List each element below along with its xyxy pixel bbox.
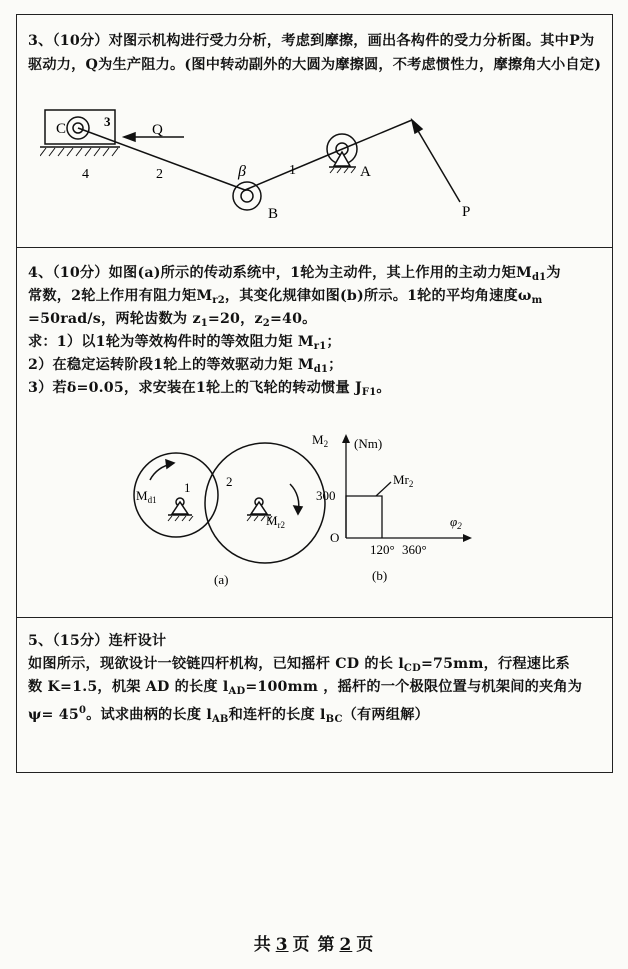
footer-total-pages: 3 xyxy=(275,935,289,955)
q5-line3-d: （有两组解） xyxy=(342,707,429,723)
label-b: B xyxy=(268,206,279,222)
q4-line1-text: 如图(a)所示的传动系统中，1轮为主动件，其上作用的主动力矩 xyxy=(108,265,517,281)
q4-md1-sub: d1 xyxy=(531,272,547,283)
section-divider-2 xyxy=(16,617,613,618)
section-divider-1 xyxy=(16,247,613,248)
y-axis-label: $M_2$ xyxy=(312,432,329,449)
q4-line3-b: =20，z xyxy=(207,311,263,327)
q3-header: 3、（10分） xyxy=(28,33,109,49)
q4-ask3-sub: F1 xyxy=(361,387,377,398)
joint-b-friction-circle xyxy=(233,182,261,210)
footer-pre: 共 xyxy=(253,935,272,955)
q5-line1-b: =75mm，行程速比系 xyxy=(420,656,570,672)
fig-a-caption: (a) xyxy=(214,572,229,587)
force-p-arrow xyxy=(414,124,460,202)
origin-label: O xyxy=(330,530,340,545)
q4-figure-a xyxy=(128,440,338,600)
q5-line3-a: ψ= 45 xyxy=(28,707,79,723)
label-q: Q xyxy=(152,122,163,138)
x-axis-label: $\varphi_2$ xyxy=(450,514,462,531)
q5-lcd-sub: CD xyxy=(403,663,421,674)
q5-line3 xyxy=(28,699,606,732)
label-p: P xyxy=(462,204,471,220)
joint-b xyxy=(241,190,253,202)
footer-page-number: 2 xyxy=(339,935,353,955)
q5-line3-c: 和连杆的长度 l xyxy=(228,707,326,723)
q4-line3-a: =50rad/s，两轮齿数为 z xyxy=(28,311,201,327)
q4-z1-sub: 1 xyxy=(200,318,208,329)
q4-md1: M xyxy=(516,265,532,281)
wheel-2-support xyxy=(251,502,267,514)
label-c: C xyxy=(56,121,67,137)
series-label-mr2: $Mr_2$ xyxy=(393,472,414,489)
q4-line1-tail: 为 xyxy=(546,265,561,281)
q3-mechanism-figure xyxy=(40,100,510,235)
ground-hatch xyxy=(40,148,118,156)
force-q-arrowhead xyxy=(124,133,135,141)
q5-lab-sub: AB xyxy=(211,714,229,725)
md1-label: $M_{d1}$ xyxy=(136,488,157,505)
q4-ask3-a: 3）若δ=0.05，求安装在1轮上的飞轮的转动惯量 J xyxy=(28,380,362,396)
q4-ask2-sub: d1 xyxy=(313,364,329,375)
fig-b-caption: (b) xyxy=(372,568,388,583)
q4-ask1-sub: r1 xyxy=(313,341,327,352)
q4-line3-c: =40。 xyxy=(269,311,317,327)
mr2-label: $M_{r2}$ xyxy=(266,513,286,530)
wheel-1-support xyxy=(172,502,188,514)
q4-z2-sub: 2 xyxy=(262,318,270,329)
label-1: 1 xyxy=(289,163,296,178)
q5-deg-sup: 0 xyxy=(78,705,87,716)
q4-figure-b xyxy=(308,430,488,590)
q5-line3-b: 。试求曲柄的长度 l xyxy=(86,707,212,723)
q4-ask1-a: 求：1）以1轮为等效构件时的等效阻力矩 M xyxy=(28,334,314,350)
q4-ask3-b: 。 xyxy=(376,380,391,396)
footer-mid: 页 第 xyxy=(292,935,336,955)
q4-mr2: M xyxy=(196,288,213,304)
q3-text xyxy=(28,30,606,77)
q5-line2-b: =100mm ，摇杆的一个极限位置与机架间的夹角为 xyxy=(245,679,583,695)
q3-body: 对图示机构进行受力分析，考虑到摩擦，画出各构件的受力分析图。其中P为驱动力，Q为生产阻力。(图中转动副外的大圆为摩擦圆，不考虑惯性力，摩擦角大小自定) xyxy=(28,33,602,73)
tick-x-120: 120° xyxy=(370,542,395,557)
q4-ask2-b: ； xyxy=(328,357,343,373)
force-p-arrowhead xyxy=(412,120,422,133)
q4-ask3 xyxy=(28,377,606,405)
q5-line2-a: 数 K=1.5，机架 AD 的长度 l xyxy=(28,679,229,695)
q5-title-line xyxy=(28,630,606,654)
label-3: 3 xyxy=(104,114,111,129)
label-beta: β xyxy=(238,163,246,180)
q4-header: 4、（10分） xyxy=(28,265,109,281)
wheel-2 xyxy=(205,443,325,563)
wheel-1-label: 1 xyxy=(184,480,191,495)
q4-ask1-b: ； xyxy=(326,334,341,350)
wheel-2-label: 2 xyxy=(226,474,233,489)
q5-line1-a: 如图所示，现欲设计一铰链四杆机构，已知摇杆 CD 的长 l xyxy=(28,656,404,672)
label-a: A xyxy=(360,164,371,180)
q5-header: 5、（15分） xyxy=(28,633,109,649)
q4-ask2-a: 2）在稳定运转阶段1轮上的等效驱动力矩 M xyxy=(28,357,314,373)
series-label-leader xyxy=(376,482,391,496)
crank-arm xyxy=(340,120,412,150)
q4-omega-sub: m xyxy=(531,295,543,306)
q5-title: 连杆设计 xyxy=(108,633,167,649)
q4-line2-tail: ，其变化规律如图(b)所示。1轮的平均角速度ω xyxy=(224,288,532,304)
tick-y-300: 300 xyxy=(316,488,336,503)
label-4: 4 xyxy=(82,167,89,182)
series-mr2-line xyxy=(346,496,382,538)
tick-x-360: 360° xyxy=(402,542,427,557)
label-2: 2 xyxy=(156,167,163,182)
joint-a-support xyxy=(334,152,350,166)
q4-mr2-sub: r2 xyxy=(212,295,225,306)
footer-post: 页 xyxy=(356,935,375,955)
q5-lad-sub: AD xyxy=(228,686,246,697)
q4-line2-text: 常数，2轮上作用有阻力矩 xyxy=(28,288,197,304)
q5-lbc-sub: BC xyxy=(325,714,343,725)
y-axis-unit: (Nm) xyxy=(354,436,383,451)
page-footer xyxy=(0,930,628,955)
